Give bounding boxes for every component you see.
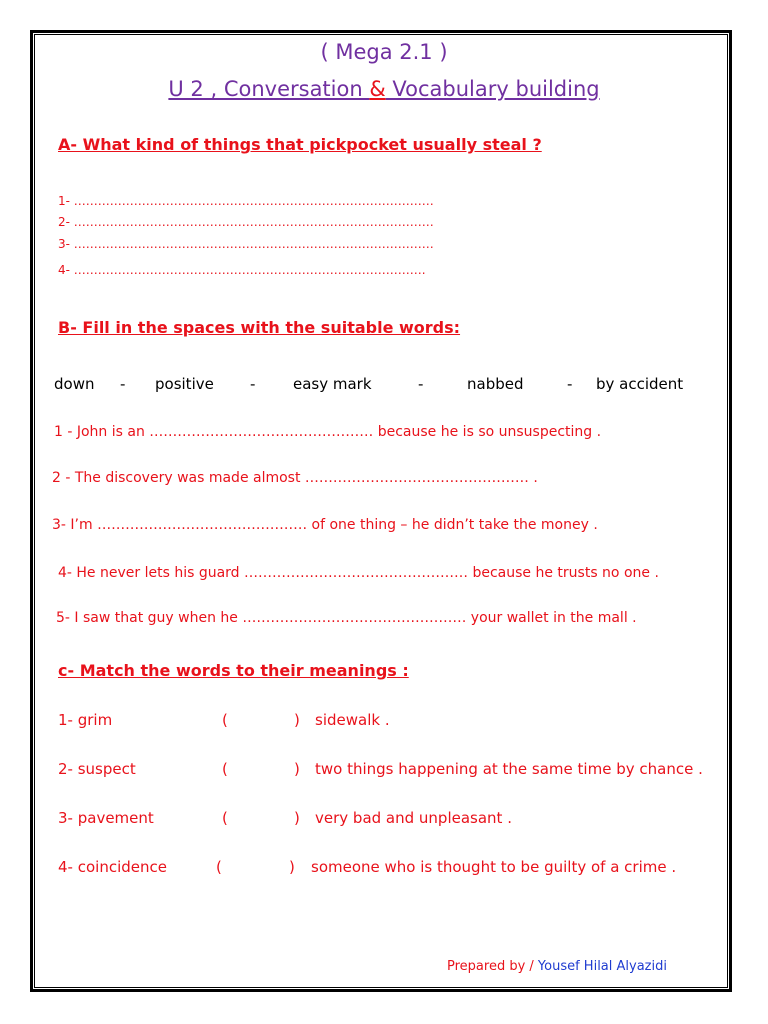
word-bank-separator: - [250,375,256,393]
match-close-paren-4: ) [289,858,295,876]
subtitle-ampersand: & [369,77,386,101]
match-meaning-4: someone who is thought to be guilty of a crime . [311,858,677,876]
match-open-paren-1: ( [222,711,228,729]
answer-line-1: 1- ……………………………………………………………………………… [58,194,434,208]
word-bank-separator: - [120,375,126,393]
author-name: Yousef Hilal Alyazidi [537,959,667,974]
sentence-1: 1 - John is an ………………………………………… because he is so unsuspecting . [54,424,602,440]
answer-line-4: 4- ……………………………………………………………………………. [58,263,426,277]
match-word-4: 4- coincidence [58,858,167,876]
match-close-paren-3: ) [294,809,300,827]
match-word-2: 2- suspect [58,760,136,778]
prepared-by [447,959,667,974]
sentence-4: 4- He never lets his guard ………………………………………… because he trusts no one . [58,565,659,581]
word-bank-item: positive [155,375,214,393]
prepared-by-label: Prepared by / [447,959,538,974]
match-word-3: 3- pavement [58,809,154,827]
section-b-heading: B- Fill in the spaces with the suitable words: [58,318,461,337]
sentence-2: 2 - The discovery was made almost ………………………………………… . [52,470,538,486]
page-title: ( Mega 2.1 ) [320,40,448,64]
match-meaning-1: sidewalk . [315,711,390,729]
word-bank-item: by accident [596,375,684,393]
sentence-5: 5- I saw that guy when he ………………………………………… your wallet in the mall . [56,610,637,626]
page-subtitle [0,77,768,101]
match-open-paren-2: ( [222,760,228,778]
section-a-heading: A- What kind of things that pickpocket usually steal ? [58,135,542,154]
subtitle-part2: Vocabulary building [385,77,600,101]
word-bank-item: down [54,375,95,393]
sentence-3: 3- I’m ……………………………………… of one thing – he didn’t take the money . [52,517,598,533]
word-bank-separator: - [418,375,424,393]
word-bank-separator: - [567,375,573,393]
subtitle-part1: U 2 , Conversation [168,77,370,101]
match-meaning-3: very bad and unpleasant . [315,809,512,827]
answer-line-2: 2- ……………………………………………………………………………… [58,215,434,229]
match-word-1: 1- grim [58,711,113,729]
match-close-paren-1: ) [294,711,300,729]
word-bank-item: easy mark [293,375,372,393]
section-c-heading: c- Match the words to their meanings : [58,661,409,680]
word-bank-item: nabbed [467,375,524,393]
match-close-paren-2: ) [294,760,300,778]
answer-line-3: 3- ……………………………………………………………………………… [58,237,434,251]
match-meaning-2: two things happening at the same time by chance . [315,760,703,778]
inner-border [34,34,728,988]
match-open-paren-4: ( [216,858,222,876]
match-open-paren-3: ( [222,809,228,827]
